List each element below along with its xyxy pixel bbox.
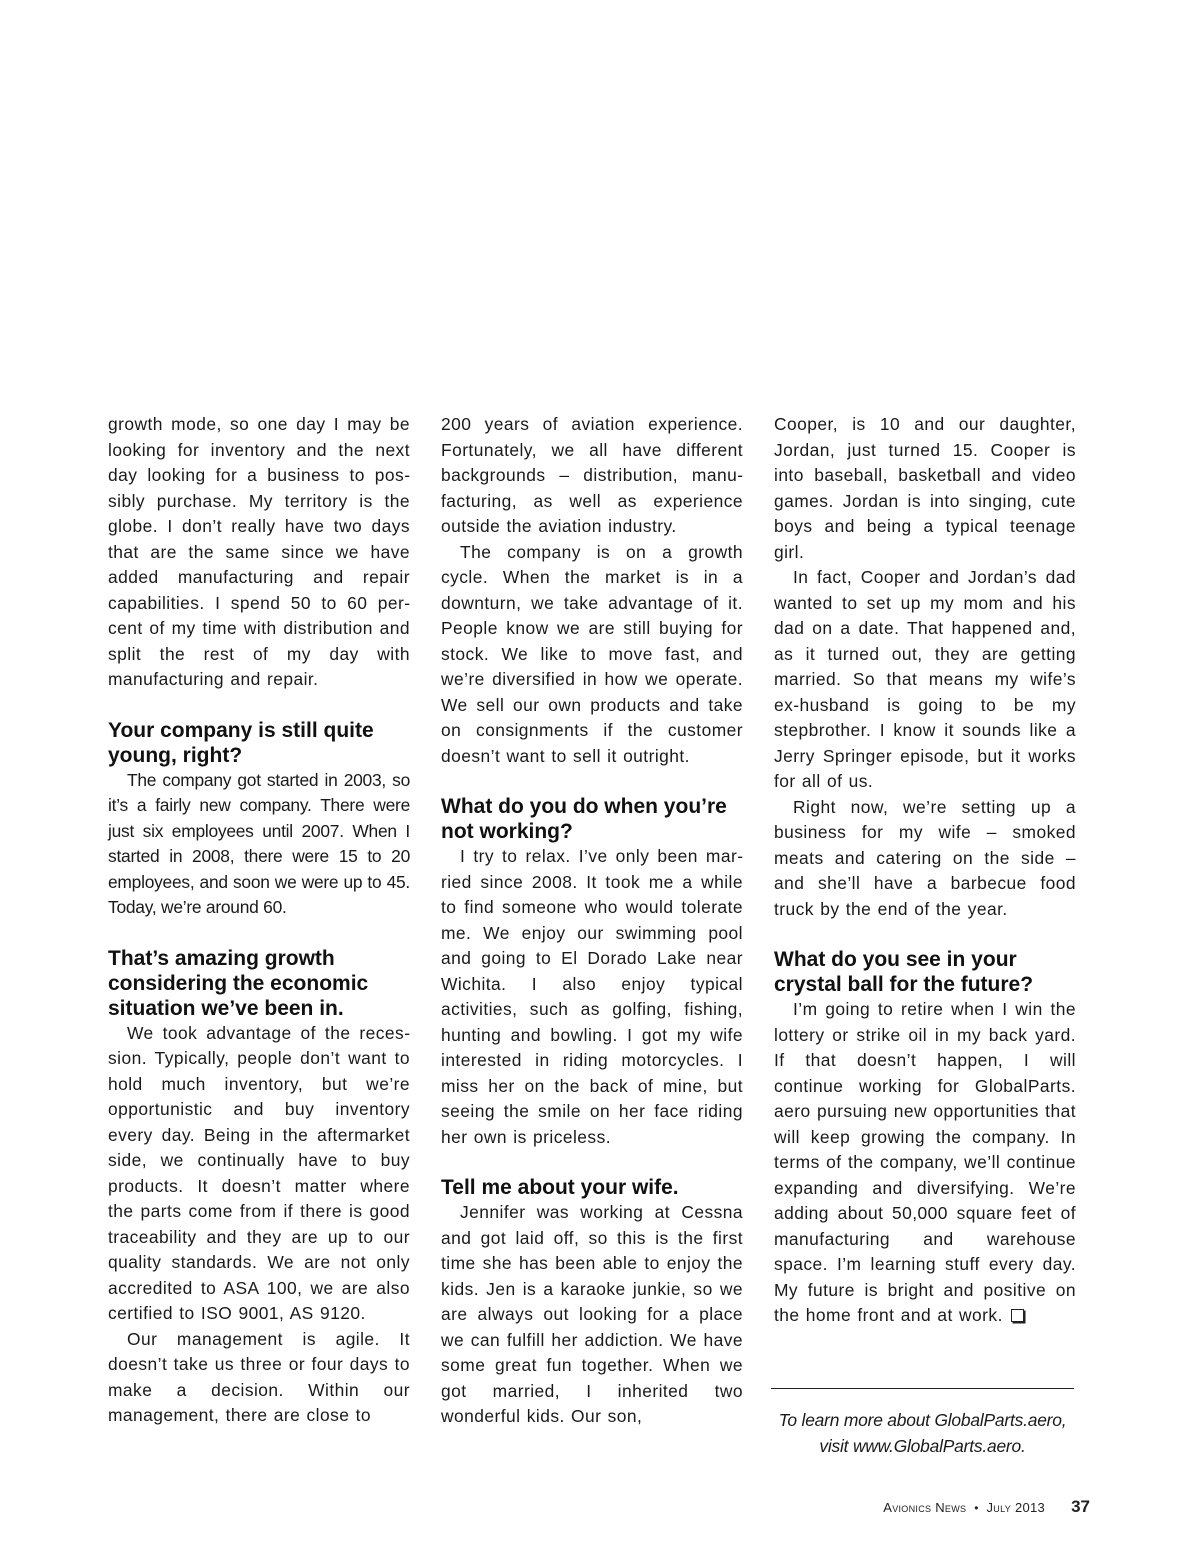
body-paragraph: Right now, we’re setting up a business for my wife – smoked meats and catering on the side – and she’ll have a barbecue food truck by the end of the year. — [774, 796, 1076, 919]
body-paragraph-text: I’m going to retire when I win the lottery or strike oil in my back yard. If that doesn’t happen, I will continue working for GlobalParts. aero pursuing new opportunities that will keep growing the company. In terms of the company, we’ll continue expanding and diversifying. We’re adding about 50,000 square feet of manufacturing and warehouse space. I’m learning stuff every day. My future is bright and positive on the home front and at work. — [774, 999, 1076, 1325]
body-paragraph: In fact, Cooper and Jordan’s dad wanted to set up my mom and his dad on a date. That happened and, as it turned out, they are getting married. So that means my wife’s ex-husband is going to be my stepbrother. I know it sounds like a Jerry Springer episode, but it works for all of us. — [774, 567, 1076, 791]
body-paragraph: Jennifer was working at Cessna and got laid off, so this is the first time she has been able to enjoy the kids. Jen is a karaoke junkie, so we are always out looking for a place we can fulfill her addiction. We have some great fun together. When we got married, I inherited two wonderful kids. Our son, — [441, 1202, 743, 1426]
body-paragraph: growth mode, so one day I may be looking for inventory and the next day looking for a business to possibly purchase. My territory is the globe. I don’t really have two days that are the same since we have added manufacturing and repair capabilities. I spend 50 to 60 percent of my time with distribution and split the rest of my day with manufacturing and repair. — [108, 414, 410, 689]
article-column-3 — [774, 412, 1076, 1329]
endnote-rule — [771, 1388, 1074, 1389]
endnote-line-1: To learn more about GlobalParts.aero, — [778, 1410, 1067, 1430]
body-paragraph: Our management is agile. It doesn’t take us three or four days to make a decision. Within our management, there are close to — [108, 1328, 410, 1425]
body-paragraph: 200 years of aviation experience. Fortunately, we all have different backgrounds – distribution, manufacturing, as well as experience outside the aviation industry. — [441, 414, 743, 536]
footer-separator: • — [974, 1501, 979, 1515]
body-paragraph: We took advantage of the recession. Typically, people don’t want to hold much inventory, but we’re opportunistic and buy inventory every day. Being in the aftermarket side, we continually have to buy products. It doesn’t matter where the parts come from if there is good traceability and they are up to our quality standards. We are not only accredited to ASA 100, we are also certified to ISO 9001, AS 9120. — [108, 1022, 410, 1323]
footer-publication: Avionics News — [883, 1500, 967, 1515]
footer-date: July 2013 — [986, 1500, 1046, 1515]
body-paragraph: I try to relax. I’ve only been married since 2008. It took me a while to find someone who would tolerate me. We enjoy our swimming pool and going to El Dorado Lake near Wichita. I also enjoy typical activities, such as golfing, fishing, hunting and bowling. I got my wife interested in riding motorcycles. I miss her on the back of mine, but seeing the smile on her face riding her own is priceless. — [441, 846, 743, 1147]
page-number: 37 — [1071, 1497, 1090, 1516]
article-column-1 — [108, 412, 410, 1429]
body-paragraph: The company is on a growth cycle. When the market is in a downturn, we take advantage of it. People know we are still buying for stock. We like to move fast, and we’re diversified in how we operate. We sell our own products and take on consignments if the customer doesn’t want to sell it outright. — [441, 541, 743, 766]
endnote — [771, 1408, 1074, 1459]
body-paragraph — [774, 997, 1076, 1329]
section-heading: What do you see in your crystal ball for the future? — [774, 948, 1034, 996]
section-heading: What do you do when you’re not working? — [441, 795, 727, 843]
body-paragraph: The company got started in 2003, so it’s a fairly new company. There were just six employees until 2007. When I started in 2008, there were 15 to 20 employees, and soon we were up to 45. Today, we’re around 60. — [108, 769, 410, 917]
page-footer — [883, 1497, 1090, 1521]
section-heading: Your company is still quite young, right? — [108, 718, 374, 767]
section-heading: Tell me about your wife. — [441, 1176, 679, 1199]
body-paragraph: Cooper, is 10 and our daughter, Jordan, just turned 15. Cooper is into baseball, basketball and video games. Jordan is into singing, cute boys and being a typical teenage girl. — [774, 414, 1076, 562]
article-column-2 — [441, 412, 743, 1430]
section-heading: That’s amazing growth considering the economic situation we’ve been in. — [108, 946, 369, 1020]
end-mark-icon — [1011, 1309, 1024, 1322]
endnote-line-2: visit www.GlobalParts.aero. — [819, 1435, 1026, 1456]
